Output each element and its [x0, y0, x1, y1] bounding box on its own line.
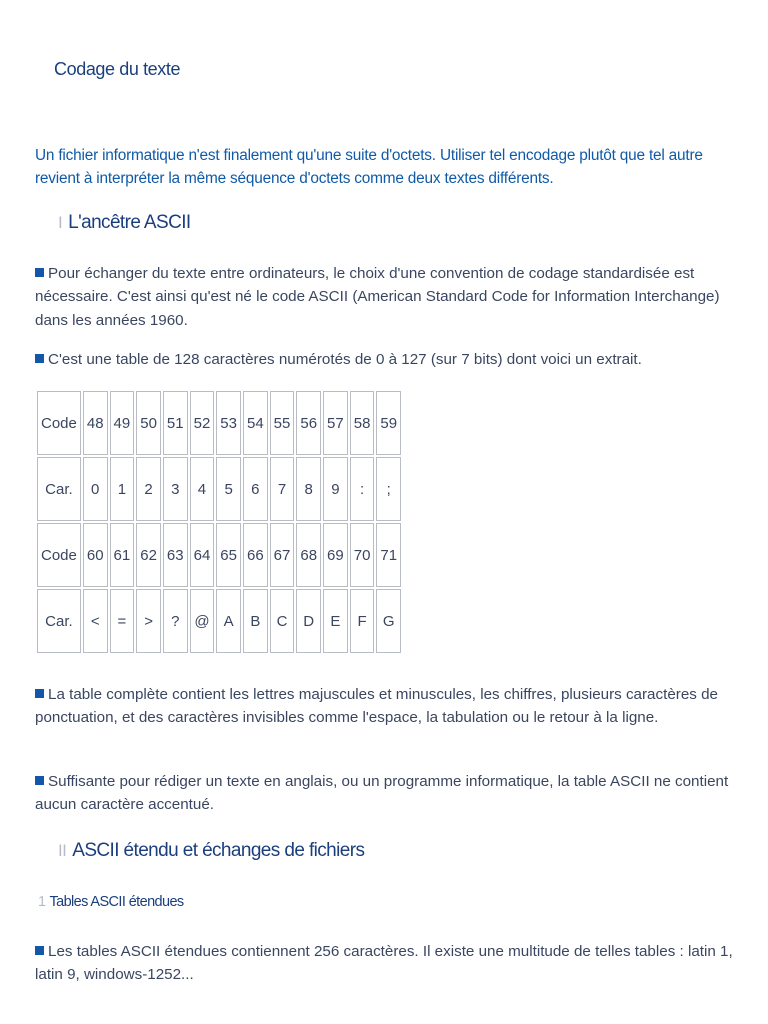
table-cell: 66 [243, 523, 268, 587]
table-cell: 70 [350, 523, 375, 587]
table-cell: 64 [190, 523, 215, 587]
table-cell: 67 [270, 523, 295, 587]
table-cell: 54 [243, 391, 268, 455]
ascii-table-body [37, 391, 401, 653]
paragraph-text: Pour échanger du texte entre ordinateurs, le choix d'une convention de codage standardisée est nécessaire. C'est ainsi qu'est né le code ASCII (American Standard Code for Information Interchange) dans les années 1960. [35, 265, 720, 329]
table-cell: 69 [323, 523, 348, 587]
sub-heading-numeral: 1 [38, 894, 46, 910]
table-cell: 6 [243, 457, 268, 521]
intro-paragraph: Un fichier informatique n'est finalement qu'une suite d'octets. Utiliser tel encodage plutôt que tel autre revient à interpréter la même séquence d'octets comme deux textes différents. [35, 147, 703, 187]
section-heading-1 [58, 212, 191, 234]
table-row-header-cell: Car. [37, 457, 81, 521]
bullet-icon [35, 268, 44, 277]
section-numeral: I [58, 213, 63, 232]
table-row [37, 523, 401, 587]
table-row-header-cell: Code [37, 391, 81, 455]
section-title: L'ancêtre ASCII [68, 212, 191, 233]
table-cell: 2 [136, 457, 161, 521]
table-row [37, 589, 401, 653]
table-cell: @ [190, 589, 215, 653]
table-cell: 1 [110, 457, 135, 521]
table-cell: : [350, 457, 375, 521]
table-cell: 65 [216, 523, 241, 587]
paragraph-ascii-limits [35, 770, 735, 817]
table-cell: F [350, 589, 375, 653]
table-cell: C [270, 589, 295, 653]
table-row-header-cell: Code [37, 523, 81, 587]
paragraph-extended-ascii [35, 940, 735, 987]
table-cell: ; [376, 457, 401, 521]
table-cell: 62 [136, 523, 161, 587]
table-cell: 61 [110, 523, 135, 587]
table-row [37, 457, 401, 521]
paragraph-text: C'est une table de 128 caractères numérotés de 0 à 127 (sur 7 bits) dont voici un extrait. [48, 351, 642, 368]
table-cell: 50 [136, 391, 161, 455]
table-cell: 71 [376, 523, 401, 587]
table-row [37, 391, 401, 455]
section-heading-2 [58, 840, 364, 862]
table-cell: B [243, 589, 268, 653]
bullet-icon [35, 946, 44, 955]
table-cell: 48 [83, 391, 108, 455]
table-cell: E [323, 589, 348, 653]
table-cell: 68 [296, 523, 321, 587]
table-cell: 57 [323, 391, 348, 455]
table-cell: D [296, 589, 321, 653]
table-cell: 49 [110, 391, 135, 455]
paragraph-full-table [35, 683, 735, 730]
table-cell: 53 [216, 391, 241, 455]
table-cell: 4 [190, 457, 215, 521]
table-cell: ? [163, 589, 188, 653]
table-cell: 56 [296, 391, 321, 455]
table-cell: < [83, 589, 108, 653]
paragraph-text: Suffisante pour rédiger un texte en anglais, ou un programme informatique, la table ASCII ne contient aucun caractère accentué. [35, 773, 729, 814]
paragraph-text: La table complète contient les lettres majuscules et minuscules, les chiffres, plusieurs caractères de ponctuation, et des caractères invisibles comme l'espace, la tabulation ou le retour à la ligne. [35, 686, 718, 727]
sub-heading-1 [38, 894, 184, 910]
table-cell: 58 [350, 391, 375, 455]
table-cell: 63 [163, 523, 188, 587]
table-cell: 9 [323, 457, 348, 521]
table-cell: 52 [190, 391, 215, 455]
bullet-icon [35, 689, 44, 698]
table-cell: 59 [376, 391, 401, 455]
table-cell: 51 [163, 391, 188, 455]
bullet-icon [35, 776, 44, 785]
sub-heading-title: Tables ASCII étendues [49, 894, 184, 910]
paragraph-ascii-table-intro [35, 348, 735, 371]
paragraph-ascii-origin [35, 262, 735, 332]
table-cell: 5 [216, 457, 241, 521]
page-title: Codage du texte [54, 59, 181, 79]
table-cell: 8 [296, 457, 321, 521]
table-cell: = [110, 589, 135, 653]
table-row-header-cell: Car. [37, 589, 81, 653]
bullet-icon [35, 354, 44, 363]
table-cell: > [136, 589, 161, 653]
section-title: ASCII étendu et échanges de fichiers [72, 840, 365, 861]
table-cell: G [376, 589, 401, 653]
paragraph-text: Les tables ASCII étendues contiennent 256 caractères. Il existe une multitude de telles tables : latin 1, latin 9, windows-1252... [35, 943, 733, 984]
table-cell: 0 [83, 457, 108, 521]
table-cell: A [216, 589, 241, 653]
table-cell: 7 [270, 457, 295, 521]
section-numeral: II [58, 841, 67, 860]
table-cell: 3 [163, 457, 188, 521]
table-cell: 55 [270, 391, 295, 455]
ascii-table [35, 389, 403, 655]
table-cell: 60 [83, 523, 108, 587]
